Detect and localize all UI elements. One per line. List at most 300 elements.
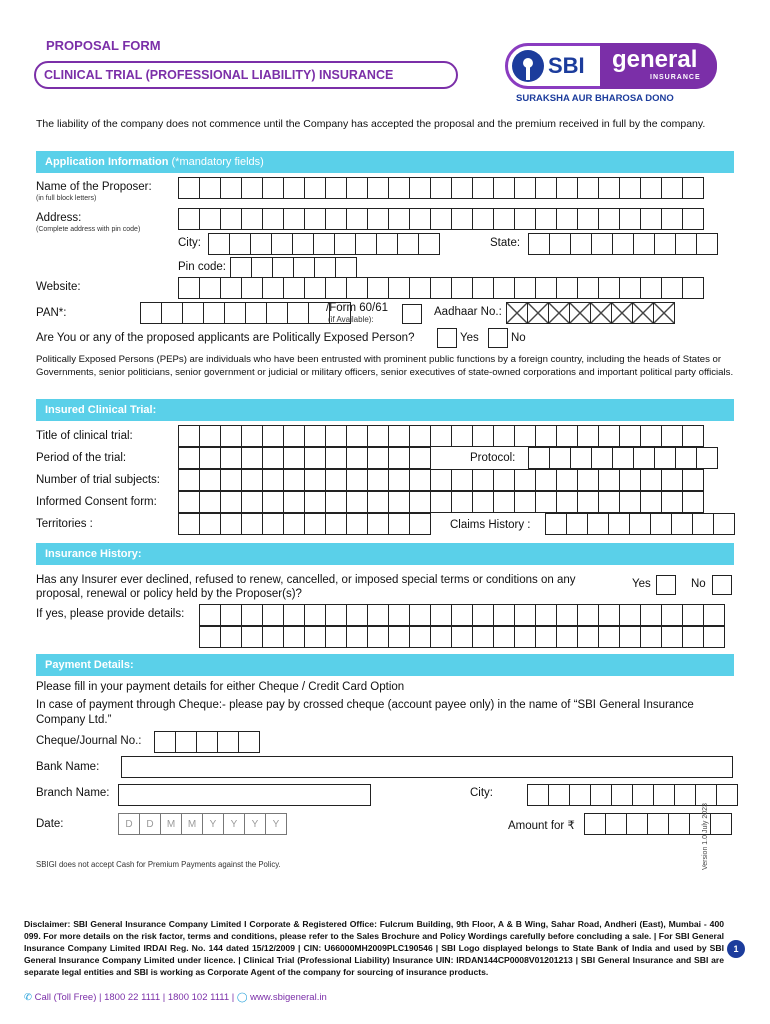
char-box[interactable] [675,447,697,469]
char-box[interactable] [262,626,284,648]
char-box[interactable] [178,425,200,447]
date-digit-box[interactable]: Y [265,813,287,835]
char-box[interactable] [472,208,494,230]
char-box[interactable] [283,277,305,299]
char-box[interactable] [367,626,389,648]
char-box[interactable] [230,257,252,279]
website-link[interactable]: www.sbigeneral.in [250,992,327,1003]
char-box[interactable] [611,302,633,324]
char-box[interactable] [262,177,284,199]
char-box[interactable] [199,513,221,535]
char-box[interactable] [674,784,696,806]
char-box[interactable] [262,425,284,447]
char-box[interactable] [619,425,641,447]
char-box[interactable] [451,491,473,513]
char-box[interactable] [682,177,704,199]
char-box[interactable] [640,469,662,491]
char-box[interactable] [346,208,368,230]
char-box[interactable] [549,447,571,469]
char-box[interactable] [325,277,347,299]
char-box[interactable] [208,233,230,255]
char-box[interactable] [556,177,578,199]
char-box[interactable] [178,208,200,230]
char-box[interactable] [591,233,613,255]
char-box[interactable] [556,491,578,513]
char-box[interactable] [577,604,599,626]
char-box[interactable] [313,233,335,255]
char-box[interactable] [409,447,431,469]
char-box[interactable] [388,277,410,299]
char-box[interactable] [514,626,536,648]
char-box[interactable] [671,513,693,535]
char-box[interactable] [598,177,620,199]
char-box[interactable] [527,302,549,324]
char-box[interactable] [409,208,431,230]
char-box[interactable] [682,491,704,513]
char-box[interactable] [229,233,251,255]
char-box[interactable] [612,233,634,255]
char-box[interactable] [283,447,305,469]
char-box[interactable] [611,784,633,806]
char-box[interactable] [598,277,620,299]
char-box[interactable] [367,208,389,230]
char-box[interactable] [367,425,389,447]
char-box[interactable] [598,208,620,230]
char-box[interactable] [304,208,326,230]
char-box[interactable] [409,513,431,535]
date-digit-box[interactable]: Y [244,813,266,835]
char-box[interactable] [154,731,176,753]
char-box[interactable] [430,177,452,199]
char-box[interactable] [220,626,242,648]
date-digit-box[interactable]: M [181,813,203,835]
char-box[interactable] [577,425,599,447]
char-box[interactable] [653,784,675,806]
char-box[interactable] [220,491,242,513]
date-digit-box[interactable]: D [139,813,161,835]
char-box[interactable] [514,425,536,447]
char-box[interactable] [661,208,683,230]
aadhaar-input[interactable] [506,302,674,324]
char-box[interactable] [220,469,242,491]
char-box[interactable] [661,469,683,491]
char-box[interactable] [283,208,305,230]
char-box[interactable] [535,626,557,648]
char-box[interactable] [514,491,536,513]
char-box[interactable] [304,626,326,648]
char-box[interactable] [418,233,440,255]
char-box[interactable] [598,491,620,513]
char-box[interactable] [640,425,662,447]
char-box[interactable] [271,233,293,255]
char-box[interactable] [654,447,676,469]
char-box[interactable] [409,469,431,491]
char-box[interactable] [388,425,410,447]
char-box[interactable] [430,491,452,513]
website-input[interactable] [178,277,703,299]
char-box[interactable] [703,626,725,648]
char-box[interactable] [506,302,528,324]
char-box[interactable] [514,277,536,299]
char-box[interactable] [548,784,570,806]
char-box[interactable] [556,626,578,648]
char-box[interactable] [528,447,550,469]
char-box[interactable] [556,469,578,491]
char-box[interactable] [619,469,641,491]
char-box[interactable] [388,447,410,469]
char-box[interactable] [569,784,591,806]
char-box[interactable] [528,233,550,255]
char-box[interactable] [451,177,473,199]
char-box[interactable] [178,469,200,491]
char-box[interactable] [199,447,221,469]
char-box[interactable] [629,513,651,535]
char-box[interactable] [293,257,315,279]
char-box[interactable] [241,469,263,491]
char-box[interactable] [682,425,704,447]
char-box[interactable] [262,208,284,230]
char-box[interactable] [251,257,273,279]
char-box[interactable] [577,277,599,299]
char-box[interactable] [376,233,398,255]
char-box[interactable] [654,233,676,255]
char-box[interactable] [682,469,704,491]
char-box[interactable] [556,425,578,447]
char-box[interactable] [556,208,578,230]
char-box[interactable] [640,491,662,513]
char-box[interactable] [598,425,620,447]
char-box[interactable] [409,177,431,199]
char-box[interactable] [388,469,410,491]
char-box[interactable] [640,626,662,648]
char-box[interactable] [549,233,571,255]
char-box[interactable] [388,208,410,230]
date-digit-box[interactable]: Y [223,813,245,835]
char-box[interactable] [367,513,389,535]
char-box[interactable] [346,626,368,648]
char-box[interactable] [661,604,683,626]
char-box[interactable] [591,447,613,469]
char-box[interactable] [241,425,263,447]
char-box[interactable] [250,233,272,255]
char-box[interactable] [203,302,225,324]
char-box[interactable] [325,425,347,447]
char-box[interactable] [535,425,557,447]
char-box[interactable] [178,491,200,513]
char-box[interactable] [266,302,288,324]
char-box[interactable] [692,513,714,535]
char-box[interactable] [696,233,718,255]
char-box[interactable] [535,491,557,513]
char-box[interactable] [304,425,326,447]
char-box[interactable] [493,491,515,513]
char-box[interactable] [472,425,494,447]
char-box[interactable] [633,447,655,469]
char-box[interactable] [304,277,326,299]
char-box[interactable] [661,491,683,513]
char-box[interactable] [241,208,263,230]
char-box[interactable] [346,277,368,299]
char-box[interactable] [292,233,314,255]
char-box[interactable] [325,208,347,230]
char-box[interactable] [682,208,704,230]
char-box[interactable] [283,425,305,447]
char-box[interactable] [472,604,494,626]
char-box[interactable] [241,447,263,469]
territories-input[interactable] [178,513,430,535]
char-box[interactable] [535,208,557,230]
char-box[interactable] [570,447,592,469]
char-box[interactable] [287,302,309,324]
char-box[interactable] [527,784,549,806]
char-box[interactable] [661,425,683,447]
trial-subjects-input[interactable] [178,469,703,491]
char-box[interactable] [178,277,200,299]
char-box[interactable] [675,233,697,255]
char-box[interactable] [577,469,599,491]
char-box[interactable] [367,469,389,491]
char-box[interactable] [640,177,662,199]
pincode-input[interactable] [230,257,356,279]
history-yes-checkbox[interactable] [656,575,676,595]
char-box[interactable] [262,469,284,491]
char-box[interactable] [199,277,221,299]
char-box[interactable] [241,491,263,513]
char-box[interactable] [367,177,389,199]
char-box[interactable] [283,177,305,199]
char-box[interactable] [682,604,704,626]
char-box[interactable] [241,513,263,535]
char-box[interactable] [262,277,284,299]
char-box[interactable] [283,513,305,535]
consent-form-input[interactable] [178,491,703,513]
char-box[interactable] [633,233,655,255]
char-box[interactable] [577,626,599,648]
char-box[interactable] [608,513,630,535]
char-box[interactable] [619,626,641,648]
char-box[interactable] [199,626,221,648]
char-box[interactable] [514,177,536,199]
char-box[interactable] [640,208,662,230]
char-box[interactable] [514,604,536,626]
char-box[interactable] [304,177,326,199]
char-box[interactable] [334,233,356,255]
char-box[interactable] [335,257,357,279]
char-box[interactable] [493,277,515,299]
char-box[interactable] [262,604,284,626]
char-box[interactable] [220,513,242,535]
char-box[interactable] [220,447,242,469]
char-box[interactable] [430,277,452,299]
char-box[interactable] [493,177,515,199]
char-box[interactable] [346,469,368,491]
char-box[interactable] [178,513,200,535]
char-box[interactable] [238,731,260,753]
char-box[interactable] [367,491,389,513]
char-box[interactable] [556,277,578,299]
char-box[interactable] [650,513,672,535]
char-box[interactable] [314,257,336,279]
char-box[interactable] [577,177,599,199]
char-box[interactable] [598,469,620,491]
date-digit-box[interactable]: D [118,813,140,835]
char-box[interactable] [472,626,494,648]
char-box[interactable] [619,177,641,199]
char-box[interactable] [355,233,377,255]
char-box[interactable] [682,626,704,648]
history-no-checkbox[interactable] [712,575,732,595]
char-box[interactable] [325,513,347,535]
char-box[interactable] [346,604,368,626]
char-box[interactable] [535,469,557,491]
char-box[interactable] [612,447,634,469]
char-box[interactable] [199,208,221,230]
char-box[interactable] [577,208,599,230]
char-box[interactable] [241,277,263,299]
char-box[interactable] [713,513,735,535]
char-box[interactable] [451,469,473,491]
char-box[interactable] [569,302,591,324]
char-box[interactable] [199,491,221,513]
char-box[interactable] [514,469,536,491]
char-box[interactable] [451,626,473,648]
char-box[interactable] [472,177,494,199]
trial-period-input[interactable] [178,447,430,469]
char-box[interactable] [661,177,683,199]
char-box[interactable] [346,513,368,535]
char-box[interactable] [430,425,452,447]
char-box[interactable] [535,604,557,626]
char-box[interactable] [388,177,410,199]
char-box[interactable] [703,604,725,626]
char-box[interactable] [584,813,606,835]
char-box[interactable] [682,277,704,299]
proposer-name-input[interactable] [178,177,703,199]
char-box[interactable] [178,447,200,469]
char-box[interactable] [388,491,410,513]
char-box[interactable] [587,513,609,535]
char-box[interactable] [199,604,221,626]
protocol-input[interactable] [528,447,717,469]
char-box[interactable] [619,277,641,299]
char-box[interactable] [346,491,368,513]
char-box[interactable] [472,491,494,513]
char-box[interactable] [325,491,347,513]
char-box[interactable] [430,626,452,648]
claims-history-input[interactable] [545,513,734,535]
char-box[interactable] [304,513,326,535]
char-box[interactable] [262,491,284,513]
char-box[interactable] [161,302,183,324]
char-box[interactable] [283,626,305,648]
char-box[interactable] [535,277,557,299]
char-box[interactable] [710,813,732,835]
char-box[interactable] [199,177,221,199]
char-box[interactable] [590,302,612,324]
char-box[interactable] [199,425,221,447]
char-box[interactable] [220,425,242,447]
char-box[interactable] [220,208,242,230]
char-box[interactable] [430,469,452,491]
char-box[interactable] [545,513,567,535]
cheque-no-input[interactable] [154,731,259,753]
char-box[interactable] [632,784,654,806]
char-box[interactable] [661,626,683,648]
char-box[interactable] [241,604,263,626]
char-box[interactable] [409,277,431,299]
char-box[interactable] [626,813,648,835]
branch-name-input[interactable] [118,784,371,806]
char-box[interactable] [283,604,305,626]
char-box[interactable] [325,604,347,626]
char-box[interactable] [605,813,627,835]
char-box[interactable] [224,302,246,324]
char-box[interactable] [304,469,326,491]
char-box[interactable] [430,604,452,626]
char-box[interactable] [397,233,419,255]
char-box[interactable] [262,513,284,535]
char-box[interactable] [493,425,515,447]
char-box[interactable] [570,233,592,255]
city-input[interactable] [208,233,439,255]
char-box[interactable] [140,302,162,324]
char-box[interactable] [653,302,675,324]
char-box[interactable] [430,208,452,230]
state-input[interactable] [528,233,717,255]
address-input[interactable] [178,208,703,230]
char-box[interactable] [409,604,431,626]
date-digit-box[interactable]: M [160,813,182,835]
char-box[interactable] [493,469,515,491]
char-box[interactable] [619,491,641,513]
char-box[interactable] [661,277,683,299]
char-box[interactable] [346,177,368,199]
char-box[interactable] [514,208,536,230]
char-box[interactable] [451,425,473,447]
char-box[interactable] [367,604,389,626]
char-box[interactable] [451,604,473,626]
char-box[interactable] [472,469,494,491]
char-box[interactable] [304,604,326,626]
history-details-input-line2[interactable] [199,626,724,648]
char-box[interactable] [388,626,410,648]
char-box[interactable] [245,302,267,324]
char-box[interactable] [304,447,326,469]
char-box[interactable] [262,447,284,469]
char-box[interactable] [217,731,239,753]
char-box[interactable] [696,447,718,469]
char-box[interactable] [493,208,515,230]
char-box[interactable] [241,177,263,199]
char-box[interactable] [283,491,305,513]
char-box[interactable] [598,626,620,648]
char-box[interactable] [632,302,654,324]
char-box[interactable] [325,177,347,199]
date-input[interactable] [118,813,286,835]
char-box[interactable] [640,604,662,626]
char-box[interactable] [619,604,641,626]
date-digit-box[interactable]: Y [202,813,224,835]
pep-no-checkbox[interactable] [488,328,508,348]
char-box[interactable] [220,604,242,626]
char-box[interactable] [566,513,588,535]
char-box[interactable] [619,208,641,230]
char-box[interactable] [325,447,347,469]
char-box[interactable] [196,731,218,753]
char-box[interactable] [388,513,410,535]
char-box[interactable] [346,447,368,469]
char-box[interactable] [220,177,242,199]
